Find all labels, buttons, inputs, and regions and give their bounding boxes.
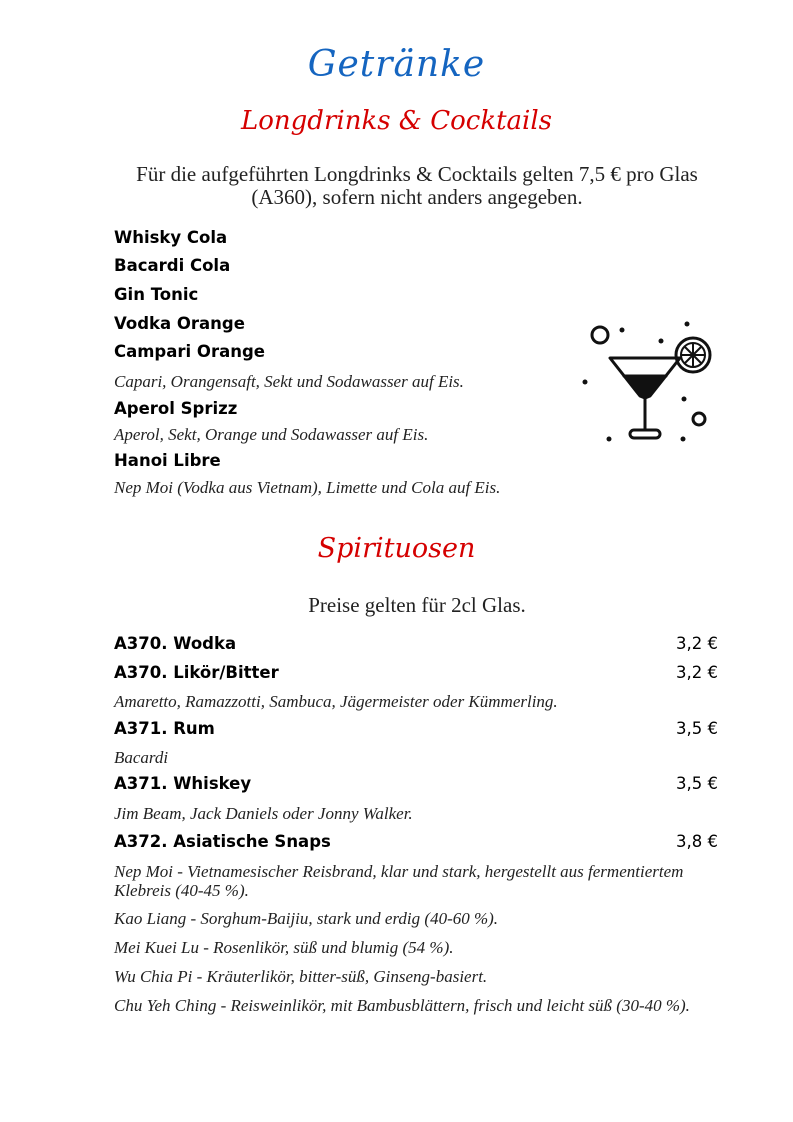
menu-item-name: A372. Asiatische Snaps: [114, 832, 331, 851]
snaps-note: Wu Chia Pi - Kräuterlikör, bitter-süß, Ginseng-basiert.: [114, 967, 488, 986]
menu-item-name: Aperol Sprizz: [114, 399, 238, 418]
menu-item-name: Bacardi Cola: [114, 256, 231, 275]
menu-item-name: A371. Whiskey: [114, 774, 252, 793]
menu-item-price: 3,5 €: [676, 719, 718, 738]
spirits-intro: Preise gelten für 2cl Glas.: [308, 593, 526, 617]
snaps-note: Nep Moi - Vietnamesischer Reisbrand, klar und stark, hergestellt aus fermentiertem Klebreis (40-45 %).: [114, 862, 684, 900]
menu-item-name: Gin Tonic: [114, 285, 199, 304]
menu-item-name: Hanoi Libre: [114, 451, 221, 470]
menu-item-description: Capari, Orangensaft, Sekt und Sodawasser auf Eis.: [114, 372, 464, 391]
longdrinks-heading: Longdrinks & Cocktails: [241, 106, 552, 136]
menu-item-price: 3,8 €: [676, 832, 718, 851]
menu-item-name: Campari Orange: [114, 342, 265, 361]
snaps-note: Mei Kuei Lu - Rosenlikör, süß und blumig (54 %).: [114, 938, 454, 957]
snaps-note: Chu Yeh Ching - Reisweinlikör, mit Bambusblättern, frisch und leicht süß (30-40 %).: [114, 996, 690, 1015]
menu-item-price: 3,5 €: [676, 774, 718, 793]
menu-item-description: Bacardi: [114, 748, 169, 767]
menu-item-description: Nep Moi (Vodka aus Vietnam), Limette und Cola auf Eis.: [114, 478, 501, 497]
menu-item-description: Amaretto, Ramazzotti, Sambuca, Jägermeister oder Kümmerling.: [114, 692, 558, 711]
menu-item-name: Vodka Orange: [114, 314, 245, 333]
menu-item-price: 3,2 €: [676, 634, 718, 653]
menu-item-name: A370. Wodka: [114, 634, 237, 653]
longdrinks-intro: Für die aufgeführten Longdrinks & Cocktails gelten 7,5 € pro Glas (A360), sofern nicht anders angegeben.: [136, 162, 698, 209]
menu-item-description: Aperol, Sekt, Orange und Sodawasser auf Eis.: [114, 425, 429, 444]
spirits-heading: Spirituosen: [317, 533, 476, 564]
page-title: Getränke: [307, 44, 486, 85]
menu-item-name: A371. Rum: [114, 719, 215, 738]
menu-item-price: 3,2 €: [676, 663, 718, 682]
cocktail-glass-icon: [580, 318, 720, 448]
menu-item-name: Whisky Cola: [114, 228, 228, 247]
menu-item-description: Jim Beam, Jack Daniels oder Jonny Walker.: [114, 804, 413, 823]
menu-item-name: A370. Likör/Bitter: [114, 663, 279, 682]
snaps-note: Kao Liang - Sorghum-Baijiu, stark und erdig (40-60 %).: [114, 909, 499, 928]
